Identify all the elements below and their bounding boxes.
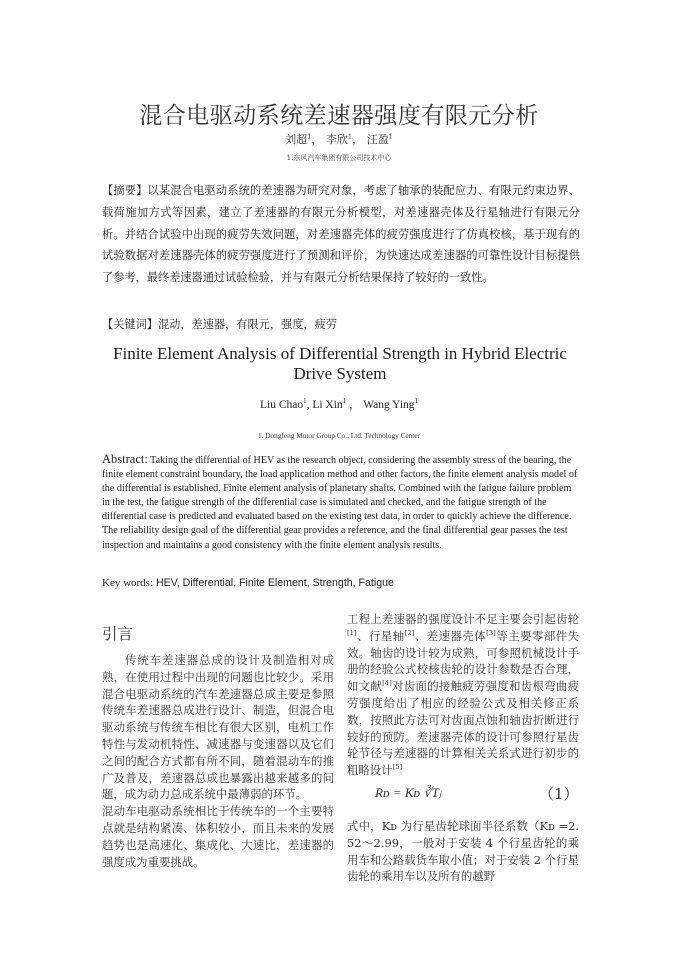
intro-right-text: 对齿面的接触疲劳强度和齿根弯曲疲劳强度给出了相应的经验公式及相关修正系数，按照此方法可对齿面点蚀和轴齿折断进行较好的预防。差速器壳体的设计可参照行星齿轮节径与差速器的计算相关关系式进行初步的粗略设计 bbox=[347, 679, 579, 778]
abstract-cn bbox=[102, 180, 580, 289]
intro-right-text: 工程上差速器的强度设计不足主要会引起齿轮 bbox=[347, 612, 579, 626]
intro-right-column bbox=[347, 611, 579, 779]
author-1-aff-en: 1 bbox=[303, 398, 307, 406]
author-sep: ， bbox=[346, 399, 361, 411]
intro-paragraph-1: 传统车差速器总成的设计及制造相对成熟，在使用过程中出现的问题也比较少。采用混合电驱动系统的汽车差速器总成主要是参照传统车差速器总成进行设计、制造，但混合电驱动系统与传统车相比有很大区别，电机工作特性与发动机特性、减速器与变速器以及它们之间的配合方式都有所不同，随着混动车的推广及普及，差速器总成也暴露出越来越多的问题，成为动力总成系统中最薄弱的环节。 bbox=[102, 653, 334, 802]
keywords-en bbox=[102, 577, 580, 589]
intro-right-text: 等主要零部件失效。轴齿的设计较为成熟，可参照机械设计手册的经验公式校核齿轮的设计参数是否合理，如文献 bbox=[347, 628, 579, 694]
author-2-cn: 李欣 bbox=[325, 133, 348, 146]
citation-ref: [2] bbox=[404, 629, 415, 637]
equation-number: （1） bbox=[539, 785, 579, 803]
equation-formula: Rᴅ = Kᴅ ∛Tⱼ bbox=[375, 785, 442, 800]
abstract-cn-label: 【摘要】 bbox=[102, 184, 148, 197]
author-3-en: Wang Ying bbox=[363, 399, 415, 411]
citation-ref: [1] bbox=[347, 629, 357, 637]
citation-ref: [5] bbox=[392, 763, 403, 772]
author-sep: ， bbox=[311, 133, 323, 146]
citation-ref: [4] bbox=[382, 679, 392, 688]
keywords-cn bbox=[102, 316, 580, 332]
author-sep: ， bbox=[352, 133, 364, 146]
abstract-cn-text: 以某混合电驱动系统的差速器为研究对象，考虑了轴承的装配应力、有限元约束边界、载荷施加方式等因素，建立了差速器的有限元分析模型，对差速器壳体及行星轴进行有限元分析。并结合试验中出现的疲劳失效问题，对差速器壳体的疲劳强度进行了仿真校核，基于现有的试验数据对差速器壳体的疲劳强度进行了预测和评价，为快速达成差速器的可靠性设计目标提供了参考，最终差速器通过试验检验，并与有限元分析结果保持了较好的一致性。 bbox=[102, 184, 580, 285]
abstract-en-text: Taking the differential of HEV as the research object, considering the assembly stress of the bearing, the finite element constraint boundary, the load application method and other factors, the finite element analysis model of the differential is established. Finite element analysis of planetary shafts. Combined with the fatigue failure problem in the test, the fatigue strength of the differential case is simulated and checked, and the fatigue strength of the differential case is predicted and evaluated based on the existing test data, in order to quickly achieve the difference. The reliability design goal of the differential gear provides a reference, and the final differential gear passes the test inspection and maintains a good consistency with the finite element analysis results. bbox=[102, 455, 578, 551]
author-3-cn: 汪盈 bbox=[366, 133, 389, 146]
abstract-en-label: Abstract: bbox=[102, 452, 148, 466]
section-heading-intro: 引言 bbox=[102, 625, 134, 643]
intro-right-text: 、行星轴 bbox=[356, 628, 405, 643]
author-1-cn: 刘超 bbox=[285, 133, 308, 146]
equation-1 bbox=[347, 783, 579, 809]
author-1-en: Liu Chao bbox=[260, 399, 304, 411]
author-2-aff-en: 1 bbox=[342, 398, 347, 406]
author-3-aff-cn: 1 bbox=[388, 132, 393, 141]
authors-cn bbox=[0, 131, 678, 147]
intro-left-column bbox=[102, 652, 334, 870]
author-sep: , bbox=[306, 399, 313, 411]
abstract-en bbox=[102, 452, 578, 553]
intro-right-paragraph-2: 式中，Kᴅ 为行星齿轮球面半径系数（Kᴅ =2.52～2.99，一般对于安装 4 个行星齿轮的乘用车和公路载货车取小值；对于安装 2 个行星齿轮的乘用车以及所有的越野 bbox=[347, 819, 579, 884]
intro-right-text: 、差速器壳体 bbox=[414, 628, 487, 643]
paper-title-cn: 混合电驱动系统差速器强度有限元分析 bbox=[139, 103, 539, 129]
keywords-en-text: HEV, Differential, Finite Element, Strength, Fatigue bbox=[155, 577, 394, 589]
paper-title-en: Finite Element Analysis of Differential Strength in Hybrid Electric Drive System bbox=[113, 344, 567, 383]
author-2-en: Li Xin bbox=[312, 399, 343, 411]
author-2-aff-cn: 1 bbox=[347, 132, 353, 141]
intro-paragraph-2: 混动车电驱动系统相比于传统车的一个主要特点就是结构紧凑、体积较小，而且未来的发展趋势也是高速化、集成化、大速比，差速器的强度成为重要挑战。 bbox=[102, 804, 334, 869]
keywords-cn-label: 【关键词】 bbox=[102, 318, 158, 331]
affiliation-en: 1. Dongfeng Motor Group Co., Ltd. Technology Center bbox=[257, 431, 421, 440]
authors-en bbox=[0, 396, 678, 412]
citation-ref: [3] bbox=[486, 629, 496, 637]
author-3-aff-en: 1 bbox=[414, 398, 418, 406]
keywords-en-label: Key words: bbox=[102, 577, 154, 589]
affiliation-cn: 1.东风汽车集团有限公司技术中心 bbox=[286, 154, 392, 162]
author-1-aff-cn: 1 bbox=[307, 132, 312, 141]
keywords-cn-text: 混动，差速器，有限元，强度，疲劳 bbox=[157, 318, 337, 331]
